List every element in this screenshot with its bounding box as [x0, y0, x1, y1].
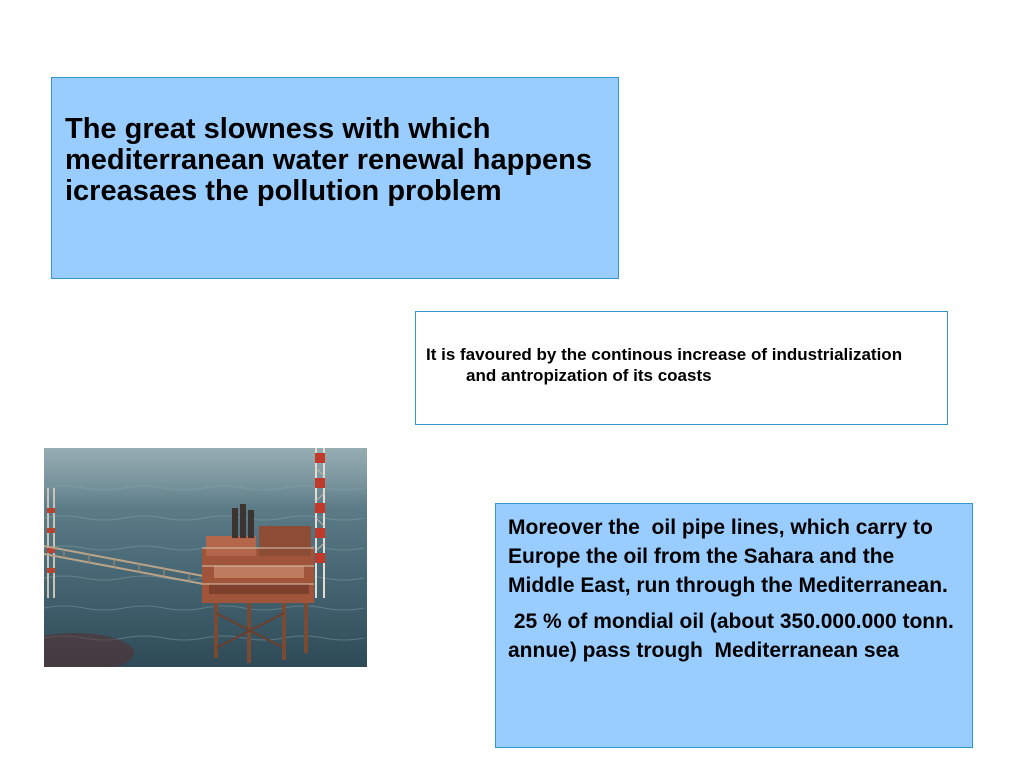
oil-share-text: 25 % of mondial oil (about 350.000.000 tonn. annue) pass trough Mediterranean sea: [508, 610, 960, 662]
title-text: The great slowness with which mediterranean water renewal happens icreasaes the pollution problem: [65, 113, 593, 207]
oil-pipelines-text: Moreover the oil pipe lines, which carry to Europe the oil from the Sahara and the Middle East, run through the Mediterranean.: [508, 516, 948, 597]
oil-pipelines-box: [495, 503, 973, 748]
oil-platform-photo: [44, 448, 367, 667]
title-box: [51, 77, 619, 279]
favoured-text: It is favoured by the continous increase of industrialization and antropization of its coasts: [426, 345, 903, 385]
favoured-box: [415, 311, 948, 425]
oil-platform-illustration: [44, 448, 367, 667]
